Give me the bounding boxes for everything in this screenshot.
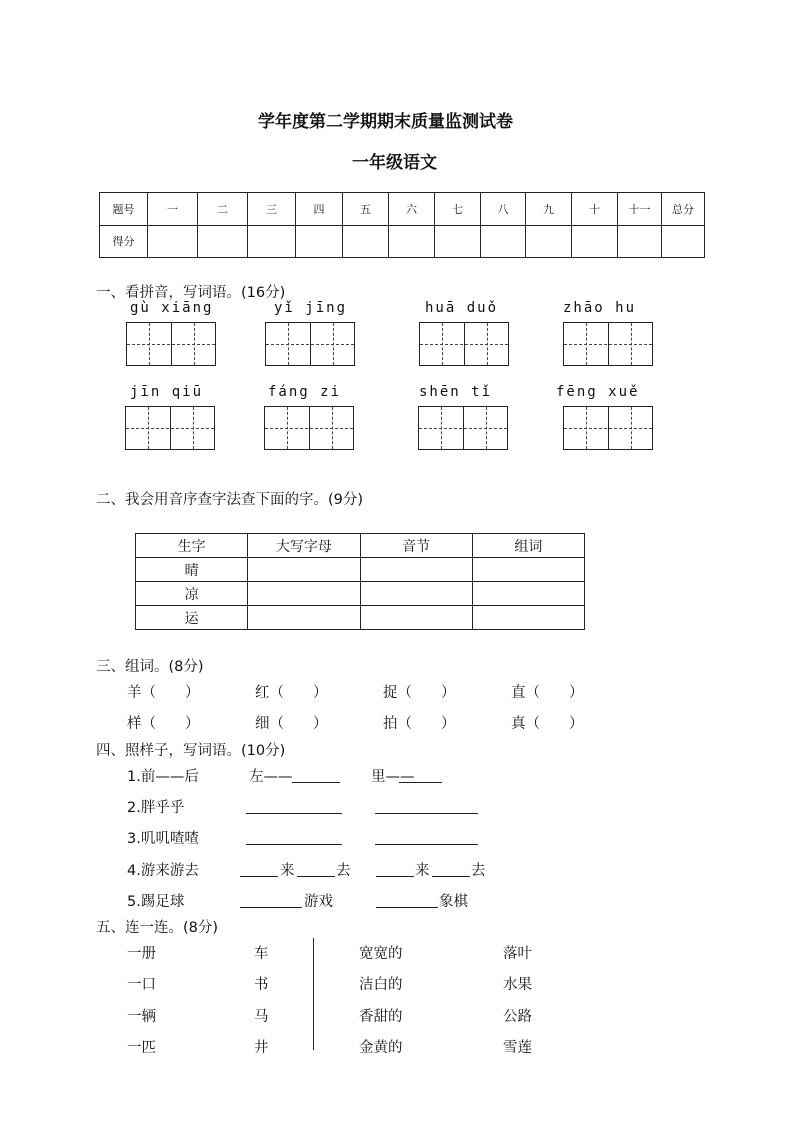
lookup-table	[135, 533, 585, 630]
score-input-cell[interactable]	[526, 225, 572, 258]
score-input-cell[interactable]	[148, 225, 198, 258]
writing-grid[interactable]	[126, 322, 216, 366]
match-item[interactable]: 马	[254, 1009, 269, 1025]
q1b-prompt: 里——	[371, 769, 415, 785]
score-cell: 六	[389, 193, 435, 226]
match-item[interactable]: 香甜的	[359, 1009, 403, 1025]
writing-grid[interactable]	[419, 322, 509, 366]
writing-grid[interactable]	[265, 322, 355, 366]
match-item[interactable]: 洁白的	[359, 977, 403, 993]
lookup-answer-cell[interactable]	[248, 606, 360, 630]
word-item[interactable]: 羊（ ）	[127, 685, 200, 701]
match-item[interactable]: 一口	[127, 977, 156, 993]
score-cell: 总分	[662, 193, 705, 226]
answer-blank[interactable]	[375, 813, 478, 814]
lookup-answer-cell[interactable]	[248, 558, 360, 582]
q3-example: 3.叽叽喳喳	[127, 831, 199, 847]
answer-blank[interactable]	[375, 844, 478, 845]
match-item[interactable]: 车	[254, 946, 269, 962]
q5-example: 5.踢足球	[127, 894, 185, 910]
score-input-cell[interactable]	[343, 225, 389, 258]
lookup-header: 音节	[360, 534, 472, 558]
score-cell: 五	[343, 193, 389, 226]
lookup-answer-cell[interactable]	[472, 582, 584, 606]
pinyin-label: yǐ jīng	[274, 300, 348, 316]
writing-grid[interactable]	[418, 406, 508, 450]
answer-blank[interactable]	[292, 782, 340, 783]
lai-char: 来	[415, 863, 430, 879]
score-input-cell[interactable]	[618, 225, 662, 258]
word-item[interactable]: 捉（ ）	[383, 685, 456, 701]
answer-blank[interactable]	[246, 813, 342, 814]
lookup-char: 凉	[136, 582, 248, 606]
section1-heading: 一、看拼音，写词语。(16分)	[96, 285, 286, 301]
match-item[interactable]: 书	[254, 977, 269, 993]
lookup-header: 生字	[136, 534, 248, 558]
word-item[interactable]: 样（ ）	[127, 716, 200, 732]
score-input-cell[interactable]	[435, 225, 481, 258]
score-input-cell[interactable]	[198, 225, 248, 258]
pinyin-label: fēng xuě	[556, 384, 640, 400]
pinyin-label: shēn tǐ	[419, 384, 493, 400]
exam-title: 学年度第二学期期末质量监测试卷	[258, 112, 513, 132]
q2-example: 2.胖乎乎	[127, 800, 185, 816]
score-input-cell[interactable]	[481, 225, 526, 258]
score-cell: 题号	[100, 193, 148, 226]
match-item[interactable]: 一册	[127, 946, 156, 962]
word-item[interactable]: 直（ ）	[511, 685, 584, 701]
answer-blank[interactable]	[240, 876, 278, 877]
section4-heading: 四、照样子，写词语。(10分)	[96, 743, 286, 759]
word-item[interactable]: 红（ ）	[255, 685, 328, 701]
writing-grid[interactable]	[264, 406, 354, 450]
lookup-answer-cell[interactable]	[472, 558, 584, 582]
q4-example: 4.游来游去	[127, 863, 199, 879]
word-item[interactable]: 细（ ）	[255, 716, 328, 732]
match-item[interactable]: 金黄的	[359, 1040, 403, 1056]
lookup-answer-cell[interactable]	[248, 582, 360, 606]
writing-grid[interactable]	[125, 406, 215, 450]
match-item[interactable]: 井	[254, 1040, 269, 1056]
lookup-answer-cell[interactable]	[360, 558, 472, 582]
score-cell: 八	[481, 193, 526, 226]
lai-char: 来	[280, 863, 295, 879]
answer-blank[interactable]	[297, 876, 335, 877]
section5-heading: 五、连一连。(8分)	[96, 920, 219, 936]
score-cell: 三	[248, 193, 296, 226]
match-item[interactable]: 公路	[503, 1009, 532, 1025]
lookup-header: 组词	[472, 534, 584, 558]
score-cell: 九	[526, 193, 572, 226]
q1-example: 1.前——后	[127, 769, 199, 785]
lookup-answer-cell[interactable]	[472, 606, 584, 630]
score-cell: 七	[435, 193, 481, 226]
score-input-cell[interactable]	[572, 225, 618, 258]
answer-blank[interactable]	[432, 876, 470, 877]
match-item[interactable]: 水果	[503, 977, 532, 993]
score-input-cell[interactable]	[662, 225, 705, 258]
q5a-suffix: 游戏	[304, 894, 333, 910]
lookup-header-row	[136, 534, 585, 558]
pinyin-label: gù xiāng	[130, 300, 214, 316]
word-item[interactable]: 拍（ ）	[383, 716, 456, 732]
answer-blank[interactable]	[240, 907, 302, 908]
pinyin-label: zhāo hu	[563, 300, 637, 316]
lookup-row	[136, 606, 585, 630]
lookup-row	[136, 558, 585, 582]
answer-blank[interactable]	[376, 907, 438, 908]
section3-heading: 三、组词。(8分)	[96, 659, 204, 675]
match-item[interactable]: 一匹	[127, 1040, 156, 1056]
score-table-score-row	[100, 225, 705, 258]
exam-subtitle: 一年级语文	[352, 153, 437, 173]
match-item[interactable]: 宽宽的	[359, 946, 403, 962]
pinyin-label: fáng zi	[268, 384, 342, 400]
score-cell: 二	[198, 193, 248, 226]
score-input-cell[interactable]	[389, 225, 435, 258]
lookup-row	[136, 582, 585, 606]
score-cell: 一	[148, 193, 198, 226]
score-table	[99, 192, 705, 258]
section2-heading: 二、我会用音序查字法查下面的字。(9分)	[96, 492, 364, 508]
score-input-cell[interactable]	[248, 225, 296, 258]
answer-blank[interactable]	[246, 844, 342, 845]
score-input-cell[interactable]	[296, 225, 343, 258]
answer-blank[interactable]	[376, 876, 414, 877]
writing-grid[interactable]	[563, 406, 653, 450]
q1a-prompt: 左——	[249, 769, 293, 785]
qu-char: 去	[471, 863, 486, 879]
lookup-answer-cell[interactable]	[360, 582, 472, 606]
lookup-char: 运	[136, 606, 248, 630]
lookup-header: 大写字母	[248, 534, 360, 558]
lookup-answer-cell[interactable]	[360, 606, 472, 630]
pinyin-label: huā duǒ	[425, 300, 499, 316]
qu-char: 去	[336, 863, 351, 879]
score-cell: 十一	[618, 193, 662, 226]
answer-blank[interactable]	[399, 782, 442, 783]
q5b-suffix: 象棋	[439, 894, 468, 910]
match-divider	[313, 938, 314, 1050]
writing-grid[interactable]	[563, 322, 653, 366]
word-item[interactable]: 真（ ）	[511, 716, 584, 732]
pinyin-label: jīn qiū	[130, 384, 204, 400]
score-cell: 四	[296, 193, 343, 226]
match-item[interactable]: 雪莲	[503, 1040, 532, 1056]
score-table-header-row	[100, 193, 705, 226]
score-cell: 十	[572, 193, 618, 226]
score-label-cell: 得分	[100, 225, 148, 258]
match-item[interactable]: 落叶	[503, 946, 532, 962]
lookup-char: 晴	[136, 558, 248, 582]
match-item[interactable]: 一辆	[127, 1009, 156, 1025]
